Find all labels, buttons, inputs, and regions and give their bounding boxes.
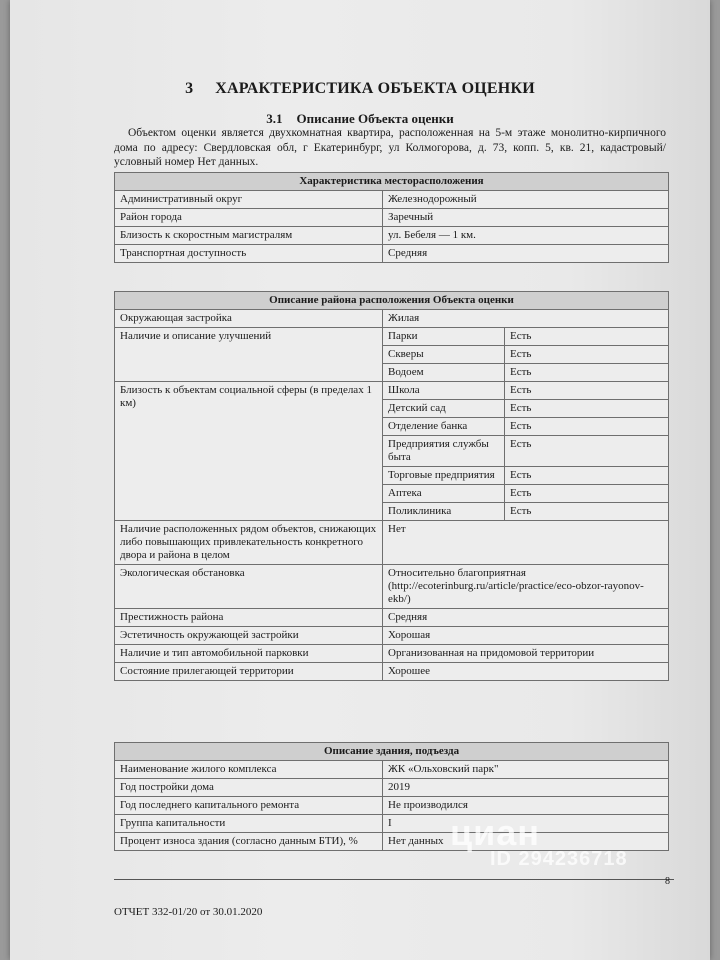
social-value: Есть — [505, 485, 669, 503]
row-label: Административный округ — [115, 191, 383, 209]
social-label: Близость к объектам социальной сферы (в пределах 1 км) — [115, 382, 383, 521]
improvements-label: Наличие и описание улучшений — [115, 328, 383, 382]
row-label: Год постройки дома — [115, 779, 383, 797]
improvement-value: Есть — [505, 346, 669, 364]
row-value: Заречный — [383, 209, 669, 227]
social-name: Отделение банка — [383, 418, 505, 436]
section-title: ХАРАКТЕРИСТИКА ОБЪЕКТА ОЦЕНКИ — [215, 80, 535, 97]
watermark-id: ID 294236718 — [490, 848, 628, 870]
table-row — [115, 382, 669, 400]
table-row — [115, 521, 669, 565]
subsection-heading — [10, 111, 710, 127]
location-table — [114, 172, 669, 263]
row-value: ЖК «Ольховский парк" — [383, 761, 669, 779]
improvement-name: Водоем — [383, 364, 505, 382]
row-value: Железнодорожный — [383, 191, 669, 209]
row-value: Организованная на придомовой территории — [383, 645, 669, 663]
row-value: Относительно благоприятная (http://ecoterinburg.ru/article/practice/eco-obzor-rayonov-ekb/) — [383, 565, 669, 609]
row-label: Район города — [115, 209, 383, 227]
social-value: Есть — [505, 436, 669, 467]
table-header-row — [115, 743, 669, 761]
row-value: Средняя — [383, 609, 669, 627]
row-label: Наличие расположенных рядом объектов, снижающих либо повышающих привлекательность конкретного двора и района в целом — [115, 521, 383, 565]
table-row — [115, 565, 669, 609]
table-row — [115, 328, 669, 346]
table-row — [115, 627, 669, 645]
table-row — [115, 209, 669, 227]
social-value: Есть — [505, 400, 669, 418]
row-label: Эстетичность окружающей застройки — [115, 627, 383, 645]
table-row — [115, 645, 669, 663]
row-label: Состояние прилегающей территории — [115, 663, 383, 681]
cian-watermark — [450, 812, 680, 872]
intro-paragraph: Объектом оценки является двухкомнатная квартира, расположенная на 5-м этаже монолитно-кирпичного дома по адресу: Свердловская обл, г Екатеринбург, ул Колмогорова, д. 73, копп. 5, кв. 21, кадастровый/условный номер Нет данных. — [114, 127, 666, 168]
row-label: Наличие и тип автомобильной парковки — [115, 645, 383, 663]
row-value: Жилая — [383, 310, 669, 328]
social-value: Есть — [505, 418, 669, 436]
social-name: Школа — [383, 382, 505, 400]
table-row — [115, 761, 669, 779]
row-label: Близость к скоростным магистралям — [115, 227, 383, 245]
social-name: Детский сад — [383, 400, 505, 418]
social-value: Есть — [505, 382, 669, 400]
section-heading — [10, 80, 710, 98]
location-table-header: Характеристика месторасположения — [115, 173, 669, 191]
social-name: Поликлиника — [383, 503, 505, 521]
district-table — [114, 291, 669, 681]
row-label: Престижность района — [115, 609, 383, 627]
subsection-title: Описание Объекта оценки — [296, 111, 454, 126]
improvement-value: Есть — [505, 328, 669, 346]
social-value: Есть — [505, 503, 669, 521]
building-table-header: Описание здания, подъезда — [115, 743, 669, 761]
subsection-number: 3.1 — [266, 111, 283, 126]
table-row — [115, 779, 669, 797]
watermark-logo: циан — [450, 812, 541, 853]
page-number: 8 — [665, 876, 670, 887]
document-page — [10, 0, 710, 960]
row-value: Средняя — [383, 245, 669, 263]
footer-divider — [114, 879, 674, 880]
improvement-name: Скверы — [383, 346, 505, 364]
row-value: I — [383, 815, 669, 833]
report-reference: ОТЧЕТ 332-01/20 от 30.01.2020 — [114, 906, 263, 918]
row-value: 2019 — [383, 779, 669, 797]
social-name: Предприятия службы быта — [383, 436, 505, 467]
social-value: Есть — [505, 467, 669, 485]
improvement-value: Есть — [505, 364, 669, 382]
table-row — [115, 245, 669, 263]
row-label: Процент износа здания (согласно данным БТИ), % — [115, 833, 383, 851]
row-value: ул. Бебеля — 1 км. — [383, 227, 669, 245]
table-row — [115, 663, 669, 681]
section-number: 3 — [185, 80, 194, 97]
row-value: Нет данных — [383, 833, 669, 851]
social-name: Аптека — [383, 485, 505, 503]
table-row — [115, 310, 669, 328]
table-row — [115, 191, 669, 209]
table-row — [115, 609, 669, 627]
row-label: Наименование жилого комплекса — [115, 761, 383, 779]
row-value: Хорошее — [383, 663, 669, 681]
district-table-header: Описание района расположения Объекта оценки — [115, 292, 669, 310]
table-header-row — [115, 292, 669, 310]
row-label: Экологическая обстановка — [115, 565, 383, 609]
table-header-row — [115, 173, 669, 191]
row-label: Группа капитальности — [115, 815, 383, 833]
row-value: Хорошая — [383, 627, 669, 645]
social-name: Торговые предприятия — [383, 467, 505, 485]
row-value: Нет — [383, 521, 669, 565]
row-label: Окружающая застройка — [115, 310, 383, 328]
row-label: Транспортная доступность — [115, 245, 383, 263]
improvement-name: Парки — [383, 328, 505, 346]
table-row — [115, 227, 669, 245]
row-label: Год последнего капитального ремонта — [115, 797, 383, 815]
row-value: Не производился — [383, 797, 669, 815]
